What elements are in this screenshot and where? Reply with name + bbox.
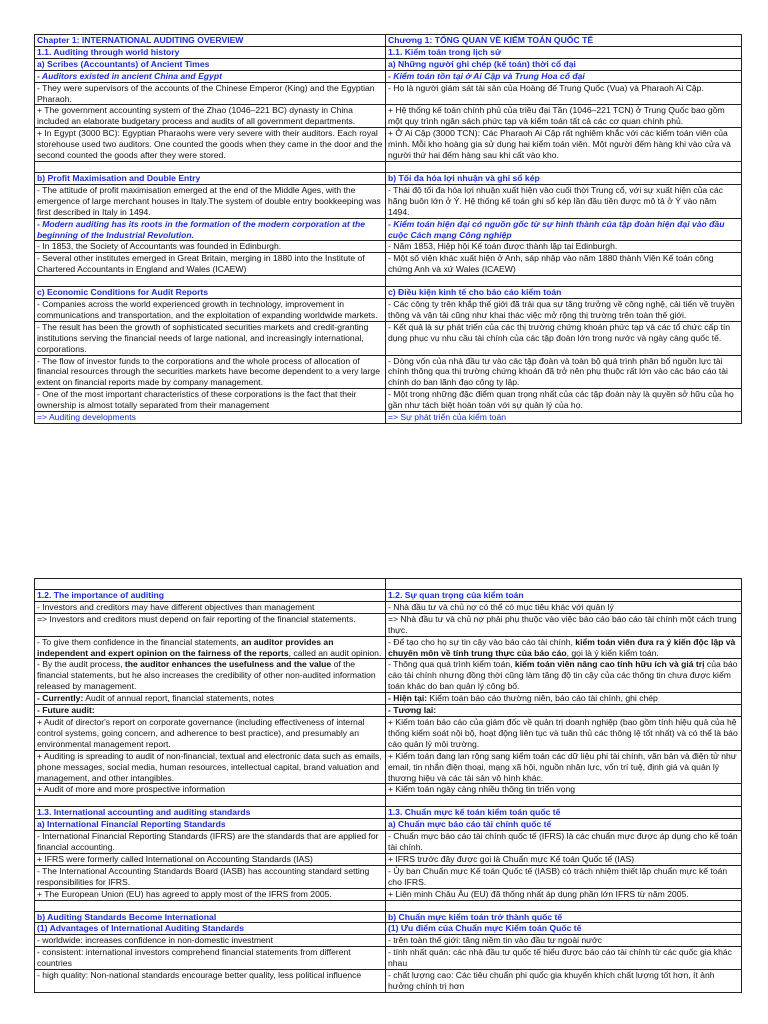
section-heading-row — [35, 590, 742, 602]
cell-vi: - Một trong những đặc điểm quan trọng nhất của các tập đoàn này là quyền sở hữu của họ gần như tách biệt hoàn toàn với sự quản lý của họ. — [386, 389, 742, 412]
cell-en: - In 1853, the Society of Accountants was founded in Edinburgh. — [35, 241, 386, 253]
table-row — [35, 299, 742, 322]
cell-en: 1.1. Auditing through world history — [35, 46, 386, 58]
cell-vi — [386, 579, 742, 590]
cell-vi: + IFRS trước đây được gọi là Chuẩn mực Kế toán Quốc tế (IAS) — [386, 853, 742, 865]
cell-vi: => Nhà đầu tư và chủ nợ phải phụ thuộc vào việc báo cáo báo cáo tài chính một cách trung thực. — [386, 613, 742, 636]
cell-en — [35, 659, 386, 693]
table-row — [35, 750, 742, 784]
highlight-row — [35, 70, 742, 82]
cell-en: (1) Advantages of International Auditing Standards — [35, 923, 386, 935]
cell-vi: - Dòng vốn của nhà đầu tư vào các tập đoàn và toàn bộ quá trình phân bổ nguồn lực tài chính thông qua thị trường chứng khoán đã trở nên phụ thuộc rất lớn vào các báo cáo tài chính do ban lãnh đạo công ty lập. — [386, 355, 742, 389]
table-row — [35, 321, 742, 355]
section-heading-row — [35, 807, 742, 819]
cell-en: - International Financial Reporting Standards (IFRS) are the standards that are applied for financial accounting. — [35, 831, 386, 854]
cell-en: 1.3. International accounting and auditing standards — [35, 807, 386, 819]
cell-en: - worldwide: increases confidence in non-domestic investment — [35, 935, 386, 947]
table-row — [35, 389, 742, 412]
cell-en — [35, 796, 386, 807]
cell-en: - One of the most important characteristics of these corporations is the fact that their ownership is almost totally separated from their management — [35, 389, 386, 412]
cell-en: a) International Financial Reporting Standards — [35, 819, 386, 831]
cell-vi: + Kiểm toán ngày càng nhiều thông tin triển vọng — [386, 784, 742, 796]
table-row — [35, 355, 742, 389]
cell-en: a) Scribes (Accountants) of Ancient Times — [35, 58, 386, 70]
text: of the financial statements, but he also increases the credibility of other non-audited information released by management. — [37, 659, 376, 692]
text: - Thông qua quá trình kiểm toán, — [388, 659, 515, 670]
translation-table-1 — [34, 34, 742, 424]
section-heading-row — [35, 46, 742, 58]
subsection-heading-row — [35, 911, 742, 923]
cell-en: - The flow of investor funds to the corporations and the whole process of allocation of financial resources through the securities markets have become dependent to a very large extent on financial reports made by company management. — [35, 355, 386, 389]
cell-vi — [386, 636, 742, 659]
cell-vi: - Thái độ tối đa hóa lợi nhuận xuất hiện vào cuối thời Trung cổ, với sự xuất hiện của các hãng buôn lớn ở Ý. Hệ thống kế toán ghi sổ kép lần đầu tiên được mô tả ở Ý vào năm 1494. — [386, 184, 742, 218]
subsection-heading-row — [35, 923, 742, 935]
text: Audit of annual report, financial statements, notes — [83, 693, 274, 704]
emphasis-text: an auditor provides an independent and expert opinion on the fairness of the reports — [37, 636, 334, 658]
cell-vi: + Liên minh Châu Âu (EU) đã thống nhất áp dụng phần lớn IFRS từ năm 2005. — [386, 888, 742, 900]
empty-row — [35, 161, 742, 172]
text: , gọi là ý kiến kiểm toán. — [566, 647, 659, 658]
table-row — [35, 253, 742, 276]
cell-vi: - Kiểm toán hiện đại có nguồn gốc từ sự hình thành của tập đoàn hiện đại vào đầu cuộc Cách mạng Công nghiệp — [386, 218, 742, 241]
subsection-heading-row — [35, 172, 742, 184]
cell-en — [35, 705, 386, 717]
table-row — [35, 636, 742, 659]
cell-en: - Investors and creditors may have different objectives than management — [35, 601, 386, 613]
table-row — [35, 241, 742, 253]
emphasis-text: - Currently: — [37, 693, 84, 704]
cell-vi: => Sự phát triển của kiểm toán — [386, 412, 742, 424]
cell-en — [35, 900, 386, 911]
cell-en: + Auditing is spreading to audit of non-financial, textual and electronic data such as emails, phone messages, social media, human resources, intellectual capital, brand valuation and management, and other intangibles. — [35, 750, 386, 784]
table-row — [35, 831, 742, 854]
cell-en — [35, 579, 386, 590]
cell-vi: - Nhà đầu tư và chủ nợ có thể có mục tiêu khác với quản lý — [386, 601, 742, 613]
cell-en: => Auditing developments — [35, 412, 386, 424]
cell-en: + Audit of director's report on corporate governance (including effectiveness of internal control systems, going concern, and adherence to best practice), and presumably an environmental management report. — [35, 716, 386, 750]
cell-vi: b) Tối đa hóa lợi nhuận và ghi sổ kép — [386, 172, 742, 184]
cell-en — [35, 693, 386, 705]
cell-vi: - Ủy ban Chuẩn mực Kế toán Quốc tế (IASB) có trách nhiệm thiết lập chuẩn mực kế toán cho IFRS. — [386, 865, 742, 888]
emphasis-text: kiểm toán viên nâng cao tính hữu ích và giá trị — [514, 659, 705, 670]
cell-en — [35, 636, 386, 659]
subsection-heading-row — [35, 819, 742, 831]
empty-row — [35, 796, 742, 807]
cell-vi: - tính nhất quán: các nhà đầu tư quốc tế hiểu được báo cáo tài chính từ các quốc gia khác nhau — [386, 947, 742, 970]
table-row — [35, 693, 742, 705]
highlight-row — [35, 218, 742, 241]
cell-en — [35, 276, 386, 287]
table-row — [35, 601, 742, 613]
chapter-title-row — [35, 35, 742, 47]
table-row — [35, 128, 742, 162]
cell-vi: - Một số viện khác xuất hiện ở Anh, sáp nhập vào năm 1880 thành Viện Kế toán công chứng Anh và xứ Wales (ICAEW) — [386, 253, 742, 276]
cell-vi — [386, 796, 742, 807]
cell-en: - high quality: Non-national standards encourage better quality, less political influence — [35, 970, 386, 993]
cell-en: - consistent: international investors comprehend financial statements from different countries — [35, 947, 386, 970]
cell-vi: + Hệ thống kế toán chính phủ của triều đại Tần (1046–221 TCN) ở Trung Quốc bao gồm một quy trình ngân sách phức tạp và kiểm toán tất cả các cơ quan chính phủ. — [386, 105, 742, 128]
subsection-heading-row — [35, 287, 742, 299]
emphasis-text: - Hiện tại: — [388, 693, 428, 704]
cell-vi: - chất lượng cao: Các tiêu chuẩn phi quốc gia khuyến khích chất lượng tốt hơn, ít ảnh hưởng chính trị hơn — [386, 970, 742, 993]
cell-vi — [386, 276, 742, 287]
table-row — [35, 613, 742, 636]
emphasis-text: - Tương lai: — [388, 705, 437, 716]
table-row — [35, 82, 742, 105]
conclusion-row — [35, 412, 742, 424]
emphasis-text: - Future audit: — [37, 705, 95, 716]
cell-en: b) Profit Maximisation and Double Entry — [35, 172, 386, 184]
cell-en — [35, 161, 386, 172]
cell-vi: b) Chuẩn mực kiểm toán trở thành quốc tế — [386, 911, 742, 923]
cell-vi: a) Chuẩn mực báo cáo tài chính quốc tế — [386, 819, 742, 831]
table-row — [35, 935, 742, 947]
cell-en: - Companies across the world experienced growth in technology, improvement in communications and transportation, and the exploitation of expanding worldwide markets. — [35, 299, 386, 322]
cell-en: b) Auditing Standards Become International — [35, 911, 386, 923]
text: , called an audit opinion. — [288, 647, 382, 658]
cell-en: + The European Union (EU) has agreed to apply most of the IFRS from 2005. — [35, 888, 386, 900]
cell-en: => Investors and creditors must depend on fair reporting of the financial statements. — [35, 613, 386, 636]
empty-row — [35, 900, 742, 911]
cell-vi: a) Những người ghi chép (kế toán) thời cổ đại — [386, 58, 742, 70]
cell-vi: + Kiểm toán báo cáo của giám đốc về quản trị doanh nghiệp (bao gồm tính hiệu quả của hệ thống kiểm soát nội bộ, hoạt động liên tục và tuân thủ các thông lệ tốt nhất) và có thể là báo cáo quản lý môi trường. — [386, 716, 742, 750]
cell-vi — [386, 161, 742, 172]
table-row — [35, 716, 742, 750]
cell-en: + In Egypt (3000 BC): Egyptian Pharaohs were very severe with their auditors. Each royal storehouse used two auditors. One counted the goods when they came in the door and the second counted the goods after they were stored. — [35, 128, 386, 162]
cell-vi — [386, 705, 742, 717]
table-row — [35, 853, 742, 865]
cell-en: - Modern auditing has its roots in the formation of the modern corporation at the beginning of the Industrial Revolution. — [35, 218, 386, 241]
table-row — [35, 970, 742, 993]
cell-vi: c) Điều kiện kinh tế cho báo cáo kiểm toán — [386, 287, 742, 299]
table-row — [35, 888, 742, 900]
cell-vi: 1.3. Chuẩn mực kế toán kiểm toán quốc tế — [386, 807, 742, 819]
cell-vi: 1.2. Sự quan trọng của kiểm toán — [386, 590, 742, 602]
cell-en: - The International Accounting Standards Board (IASB) has accounting standard setting responsibilities for IFRS. — [35, 865, 386, 888]
cell-vi — [386, 693, 742, 705]
cell-en: - The attitude of profit maximisation emerged at the end of the Middle Ages, with the emergence of large merchant houses in Italy.The system of double entry bookkeeping was first described in Italy in 1494. — [35, 184, 386, 218]
cell-en: - Several other institutes emerged in Great Britain, merging in 1880 into the Institute of Chartered Accountants in England and Wales (ICAEW) — [35, 253, 386, 276]
text: - To give them confidence in the financial statements, — [37, 636, 242, 647]
text: Kiểm toán báo cáo thường niên, báo cáo tài chính, ghi chép — [427, 693, 658, 704]
cell-en: - The result has been the growth of sophisticated securities markets and credit-granting institutions serving the financial needs of large national, and increasingly international, corporations. — [35, 321, 386, 355]
table-row — [35, 105, 742, 128]
text: - Để tạo cho họ sự tin cậy vào báo cáo tài chính, — [388, 636, 576, 647]
cell-vi: + Kiểm toán đang lan rộng sang kiểm toán các dữ liệu phi tài chính, văn bản và điện tử như email, tin nhắn điện thoại, mạng xã hội, nguồn nhân lực, vốn trí tuệ, định giá và quản lý thương hiệu và các tài sản vô hình khác. — [386, 750, 742, 784]
cell-vi: - Các công ty trên khắp thế giới đã trải qua sự tăng trưởng về công nghệ, cải tiến về truyền thông và vận tải cũng như khai thác việc mở rộng thị trường trên toàn thế giới. — [386, 299, 742, 322]
cell-en: + The government accounting system of the Zhao (1046–221 BC) dynasty in China included an elaborate budgetary process and audits of all government departments. — [35, 105, 386, 128]
table-row — [35, 659, 742, 693]
text: - By the audit process, — [37, 659, 125, 670]
cell-en: 1.2. The importance of auditing — [35, 590, 386, 602]
chapter-title-vi: Chương 1: TỔNG QUAN VỀ KIỂM TOÁN QUỐC TẾ — [386, 35, 742, 47]
chapter-title-en: Chapter 1: INTERNATIONAL AUDITING OVERVIEW — [35, 35, 386, 47]
cell-en: c) Economic Conditions for Audit Reports — [35, 287, 386, 299]
text: của báo cáo tài chính nhưng đồng thời cũng làm tăng độ tin cậy của các thông tin chưa được kiểm toán khác do ban quản lý công bố. — [388, 659, 738, 692]
cell-vi: - Kiểm toán tồn tại ở Ai Cập và Trung Hoa cổ đại — [386, 70, 742, 82]
table-row — [35, 784, 742, 796]
cell-en: + IFRS were formerly called International on Accounting Standards (IAS) — [35, 853, 386, 865]
cell-en: + Audit of more and more prospective information — [35, 784, 386, 796]
cell-vi: - Chuẩn mực báo cáo tài chính quốc tế (IFRS) là các chuẩn mực được áp dụng cho kế toán tài chính. — [386, 831, 742, 854]
cell-vi — [386, 900, 742, 911]
cell-vi: - Kết quả là sự phát triển của các thị trường chứng khoán phức tạp và các tổ chức cấp tín dụng phục vụ nhu cầu tài chính của các tập đoàn lớn trong nước và ngày càng quốc tế. — [386, 321, 742, 355]
cell-vi: - Họ là người giám sát tài sản của Hoàng đế Trung Quốc (Vua) và Pharaoh Ai Cập. — [386, 82, 742, 105]
cell-en: - Auditors existed in ancient China and Egypt — [35, 70, 386, 82]
empty-row — [35, 276, 742, 287]
subsection-heading-row — [35, 58, 742, 70]
cell-vi: - Năm 1853, Hiệp hội Kế toán được thành lập tại Edinburgh. — [386, 241, 742, 253]
cell-en: - They were supervisors of the accounts of the Chinese Emperor (King) and the Egyptian Pharaoh. — [35, 82, 386, 105]
cell-vi: + Ở Ai Cập (3000 TCN): Các Pharaoh Ai Cập rất nghiêm khắc với các kiểm toán viên của mình. Mỗi kho hoàng gia sử dụng hai kiểm toán viên. Một người đếm hàng khi vào cửa và người thứ hai đếm hàng sau khi cất vào kho. — [386, 128, 742, 162]
table-row — [35, 705, 742, 717]
emphasis-text: kiểm toán viên đưa ra ý kiến độc lập và chuyên môn về tính trung thực của báo cáo — [388, 636, 736, 658]
table-row — [35, 865, 742, 888]
cell-vi: 1.1. Kiểm toán trong lịch sử — [386, 46, 742, 58]
empty-row — [35, 579, 742, 590]
cell-vi — [386, 659, 742, 693]
table-row — [35, 947, 742, 970]
cell-vi: (1) Ưu điểm của Chuẩn mực Kiểm toán Quốc tế — [386, 923, 742, 935]
emphasis-text: the auditor enhances the usefulness and the value — [124, 659, 332, 670]
translation-table-2 — [34, 578, 742, 993]
cell-vi: - trên toàn thế giới: tăng niềm tin vào đầu tư ngoài nước — [386, 935, 742, 947]
table-row — [35, 184, 742, 218]
